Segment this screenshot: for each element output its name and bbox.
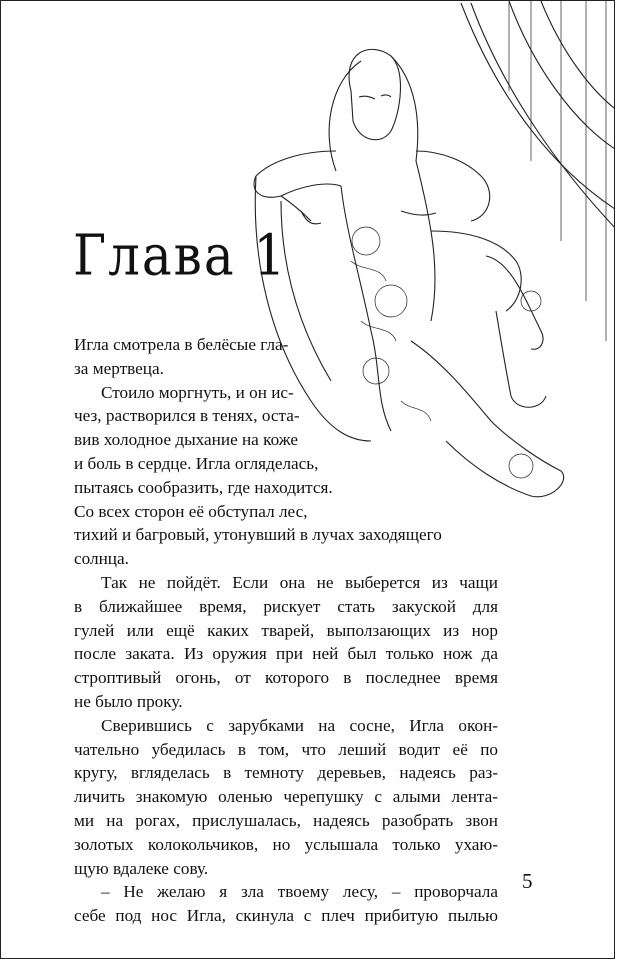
text-line: ми на рогах, прислушалась, надеясь разобрать звон xyxy=(74,811,498,830)
text-line: щую вдалеке сову. xyxy=(74,858,209,878)
text-line: Так не пойдёт. Если она не выберется из чащи xyxy=(101,573,498,592)
text-line: гулей или ещё каких тварей, выползающих из нор xyxy=(74,620,498,640)
text-line: за мертвеца. xyxy=(74,358,164,378)
chapter-title: Глава 1 xyxy=(73,223,288,288)
text-line: чез, растворился в тенях, оста- xyxy=(74,406,300,426)
text-line: и боль в сердце. Игла огляделась, xyxy=(74,454,319,473)
text-line: после заката. Из оружия при ней был только нож да xyxy=(74,644,498,664)
text-line: – Не желаю я зла твоему лесу, – проворчала xyxy=(101,882,498,902)
text-line: золотых колокольчиков, но услышала только ухаю- xyxy=(74,834,498,854)
text-line: в ближайшее время, рискует стать закуской для xyxy=(74,596,498,616)
page-number: 5 xyxy=(522,869,533,893)
text-line: себе под нос Игла, скинула с плеч прибитую пылью xyxy=(74,906,498,926)
text-line: кругу, вгляделась в темноту деревьев, надеясь раз- xyxy=(74,763,498,783)
text-line: личить знакомую оленью черепушку с алыми лента- xyxy=(74,787,498,807)
text-line: Со всех сторон её обступал лес, xyxy=(74,501,308,521)
text-line: пытаясь сообразить, где находится. xyxy=(74,477,333,497)
text-line: Стоило моргнуть, и он ис- xyxy=(101,382,294,402)
text-line: вив холодное дыхание на коже xyxy=(74,430,299,450)
text-line: чательно убедилась в том, что леший водит её по xyxy=(74,739,498,759)
text-line: Игла смотрела в белёсые гла- xyxy=(74,335,289,354)
text-line: тихий и багровый, утонувший в лучах заходящего xyxy=(74,525,442,545)
text-line: строптивый огонь, от которого в последнее время xyxy=(74,668,498,688)
text-line: Сверившись с зарубками на сосне, Игла окон- xyxy=(101,715,498,735)
text-line: не было проку. xyxy=(74,692,183,711)
text-line: солнца. xyxy=(74,549,129,569)
